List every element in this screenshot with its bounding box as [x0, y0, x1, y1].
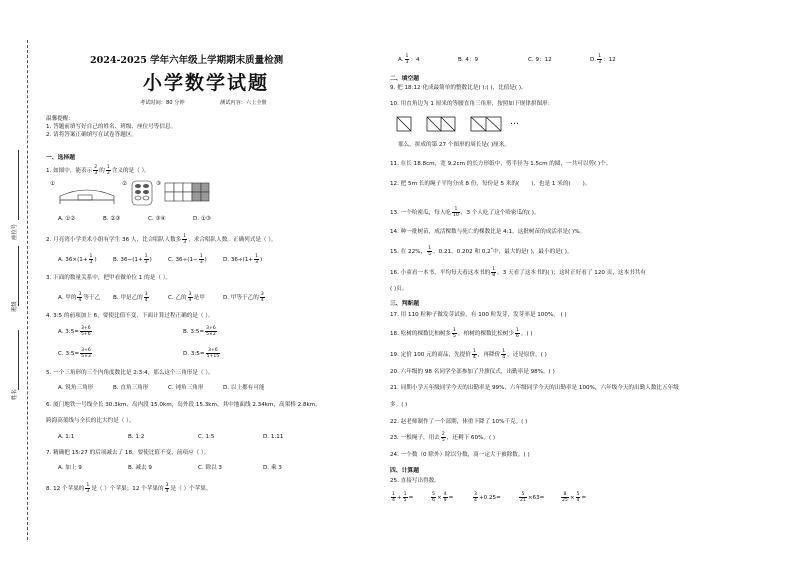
- calc-item-2: $\frac{5}{6}$ × $\frac{4}{9}$ =: [432, 492, 454, 503]
- binding-line: [27, 40, 28, 540]
- q5-option-d[interactable]: D. 以上都有可能: [223, 385, 265, 391]
- name-underline: [18, 330, 19, 390]
- q1-option-c[interactable]: C. ③④: [148, 216, 166, 222]
- q10-line2: 那么，拼成的第 27 个图形的周长是( )厘米。: [398, 142, 510, 148]
- q14: 14. 种一批树苗，成活棵数与死亡的棵数比是 4:1，这批树苗的成活率是( )%。: [390, 229, 586, 235]
- q24: 24. 一个数（0 除外）除以分数，商一定大于被除数。( ): [390, 452, 530, 458]
- calc-item-3: $\frac{3}{4}$ +0.25=: [474, 492, 501, 503]
- q1-option-d[interactable]: D. ①③: [193, 216, 211, 222]
- calc-item-4: $\frac{5}{21}$ ×63=: [520, 492, 545, 503]
- q9: 9. 把 18:12 化成最简单的整数比是( ):( )，比值是( )。: [390, 85, 527, 91]
- exam-content: 测试内容：六上全册: [220, 100, 267, 106]
- q6-option-c[interactable]: C. 1:5: [198, 434, 215, 440]
- q1-option-b[interactable]: B. ②③: [103, 216, 121, 222]
- section-3-title: 三、判断题: [390, 301, 419, 307]
- q3-option-a[interactable]: A. 甲的 $\frac{3}{4}$ 等于乙: [58, 292, 101, 303]
- grid-figure: [164, 182, 210, 204]
- q2-option-a[interactable]: A. 36×(1+ $\frac{1}{3}$ ): [58, 254, 97, 265]
- q25: 25. 直接写出得数。: [390, 478, 440, 484]
- q7-option-d[interactable]: D. 乘 3: [263, 465, 282, 471]
- q8-option-c[interactable]: C. 9：12: [528, 57, 552, 63]
- q8-option-d[interactable]: D. $\frac{1}{3}$ ：12: [590, 54, 616, 65]
- q15: 15. 在 22%、 $\frac{1}{5}$ 、0.21、0.202 和 0.2•中，最大的是( )，最小的是( )。: [390, 246, 573, 257]
- q10-dots: …: [510, 117, 519, 127]
- q4-option-a[interactable]: A. 3:5= $\frac{3+6}{5+6}$: [58, 326, 91, 337]
- q3-option-b[interactable]: B. 甲是乙的 $\frac{3}{4}$: [113, 292, 148, 303]
- q1-option-a[interactable]: A. ①②: [58, 216, 76, 222]
- section-1-title: 一、选择题: [46, 155, 75, 161]
- q5-option-b[interactable]: B. 直角三角形: [113, 385, 149, 391]
- q8-option-b[interactable]: B. 4：9: [458, 57, 479, 63]
- q7-option-b[interactable]: B. 减去 9: [128, 465, 152, 471]
- q1: 1. 如图中，能表示 $\frac{2}{3}$ 的 $\frac{1}{2}$ 含义的是（ ）。: [46, 165, 150, 176]
- seat-underline: [18, 150, 19, 220]
- notice-item-1: 1. 答题前填写好自己的姓名、班级、座位号等信息。: [46, 124, 177, 130]
- q23: 23. 一根绳子，用去 $\frac{2}{5}$ ，还剩下 60%。( ): [390, 432, 496, 443]
- subject-title: 小学数学试题: [143, 72, 270, 94]
- q18: 18. 松树的棵数比柏树多 $\frac{1}{5}$ ，柏树的棵数比松树少 $\frac{1}{6}$ 。( ): [390, 328, 533, 339]
- q2-option-d[interactable]: D. 36÷(1+ $\frac{1}{3}$ ): [223, 254, 263, 265]
- name-label: 姓名: [12, 389, 18, 400]
- q11: 11. 在长 18.8cm，宽 9.2cm 的长方形纸中，剪半径为 1.5cm 的圆，一共可以剪( )个。: [390, 161, 612, 167]
- q17: 17. 用 110 粒种子做发芽试验，有 100 粒发芽，发芽率是 100%。 ( ): [390, 312, 567, 318]
- q3: 3. 下面的数量关系中，把甲看做单位 1 的是（ ）。: [46, 275, 172, 281]
- q3-option-d[interactable]: D. 甲等于乙的 $\frac{3}{4}$: [223, 292, 264, 303]
- q13: 13. 一个哈密瓜，每人吃 $\frac{1}{10}$ ，3 个人吃了这个哈密瓜的( )。: [390, 207, 540, 218]
- q21-line2: 多。( ): [390, 402, 408, 408]
- q4: 4. 3:5 的前项加上 6，要使比值不变，下面计算过程正确的是（ ）。: [46, 313, 214, 319]
- q3-option-c[interactable]: C. 乙的 $\frac{3}{4}$ 是甲: [168, 292, 205, 303]
- q6: 6. 厦门地铁一号线全长 30.3km，岛内段 15.0km，岛外段 15.3km。其中地面线 2.34km，高架桥 2.8km。: [46, 402, 321, 408]
- marker-1: ①: [50, 181, 56, 187]
- q1-figures: [50, 180, 210, 208]
- q10: 10. 用直角边为 1 厘米的等腰直角三角形，按照如下规律拼图形：: [390, 101, 554, 107]
- line-segment-figure: [58, 182, 118, 206]
- q20: 20. 六年级的 98 名同学全部参加了升旗仪式，出勤率是 98%。( ): [390, 369, 555, 375]
- marker-3: ③: [156, 181, 162, 187]
- q2: 2. 月亮湾小学美术小组有学生 36 人，比合唱队人数多 $\frac{1}{3}$ ，求合唱队人数。正确列式是（ ）。: [46, 234, 277, 245]
- q21: 21. 同期小学五年级同学今天的出勤率是 99%，六年级同学今天的出勤率是 100%，六年级今天的出勤人数比五年级: [390, 385, 679, 391]
- q12: 12. 把 5m 长的绳子平均分成 8 份，每份是 5 米的( )，也是 1 米的( )。: [390, 181, 591, 187]
- q7-option-a[interactable]: A. 加上 9: [58, 465, 82, 471]
- q8-option-a[interactable]: A. $\frac{1}{3}$ ：4: [398, 54, 420, 65]
- q4-option-d[interactable]: D. 3:5= $\frac{3+6}{5+15}$: [183, 348, 220, 359]
- q16-line2: ( )页。: [390, 286, 408, 292]
- exam-time: 考试时间：80 分钟: [140, 100, 185, 106]
- class-underline: [18, 246, 19, 306]
- q4-option-b[interactable]: B. 3:5= $\frac{3+6}{5\times 2}$: [183, 326, 216, 337]
- marker-2: ②: [122, 181, 128, 187]
- q8: 8. 12 个苹果的 $\frac{1}{3}$ 是（ ）个苹果；12 个苹果的 $\frac{3}{4}$ 是（ ）个苹果。: [46, 483, 212, 494]
- q6-line2: 跨海高架线与全长的比大约是（ ）。: [46, 418, 135, 424]
- q19: 19. 定价 100 元的商品，先提价 $\frac{1}{4}$ ，再降价 $\frac{1}{4}$ ，还是原价。( ): [390, 349, 547, 360]
- q5-option-c[interactable]: C. 钝角三角形: [168, 385, 204, 391]
- q10-triangle-pattern: [396, 116, 516, 134]
- q6-option-a[interactable]: A. 1:1: [58, 434, 75, 440]
- q5: 5. 一个三角形的三个内角度数比是 2:3:4，那么这个三角形是（ ）。: [46, 370, 214, 376]
- q22: 22. 赵老师制作了一个部期，体重下降了 10%千克。( ): [390, 419, 528, 425]
- q6-option-b[interactable]: B. 1:2: [128, 434, 145, 440]
- seat-label: 座位号: [12, 223, 18, 240]
- q6-option-d[interactable]: D. 1:11: [263, 434, 284, 440]
- notice-item-2: 2. 请将答案正确填写在试卷答题区。: [46, 132, 138, 138]
- calc-item-5: $\frac{8}{25}$ × $\frac{5}{4}$ =: [562, 492, 587, 503]
- q2-option-b[interactable]: B. 36−(1+ $\frac{1}{3}$ ): [113, 254, 152, 265]
- q7: 7. 精确把 15:27 的后项减去了 18，要使比值不变，前项应（ ）。: [46, 450, 210, 456]
- q5-option-a[interactable]: A. 锐角三角形: [58, 385, 94, 391]
- q4-option-c[interactable]: C. 3:5= $\frac{3+6}{5\times 3}$: [58, 348, 91, 359]
- q7-option-c[interactable]: C. 除以 3: [198, 465, 222, 471]
- calc-item-1: $\frac{1}{4}$ + $\frac{1}{5}$ =: [392, 492, 414, 503]
- ovals-figure: [130, 180, 154, 206]
- exam-title: 2024-2025 学年六年级上学期期末质量检测: [90, 55, 284, 66]
- q2-option-c[interactable]: C. 36÷(1− $\frac{1}{3}$ ): [168, 254, 207, 265]
- q16: 16. 小童看一本书，平均每天看这本书的 $\frac{1}{8}$ ，3 天看了这本书的( )；这时正好看了 120 页，这本书共有: [390, 267, 646, 278]
- class-label: 班级: [12, 301, 18, 312]
- section-2-title: 二、填空题: [390, 76, 419, 82]
- section-4-title: 四、计算题: [390, 468, 419, 474]
- notice-title: 温馨提醒：: [46, 116, 74, 122]
